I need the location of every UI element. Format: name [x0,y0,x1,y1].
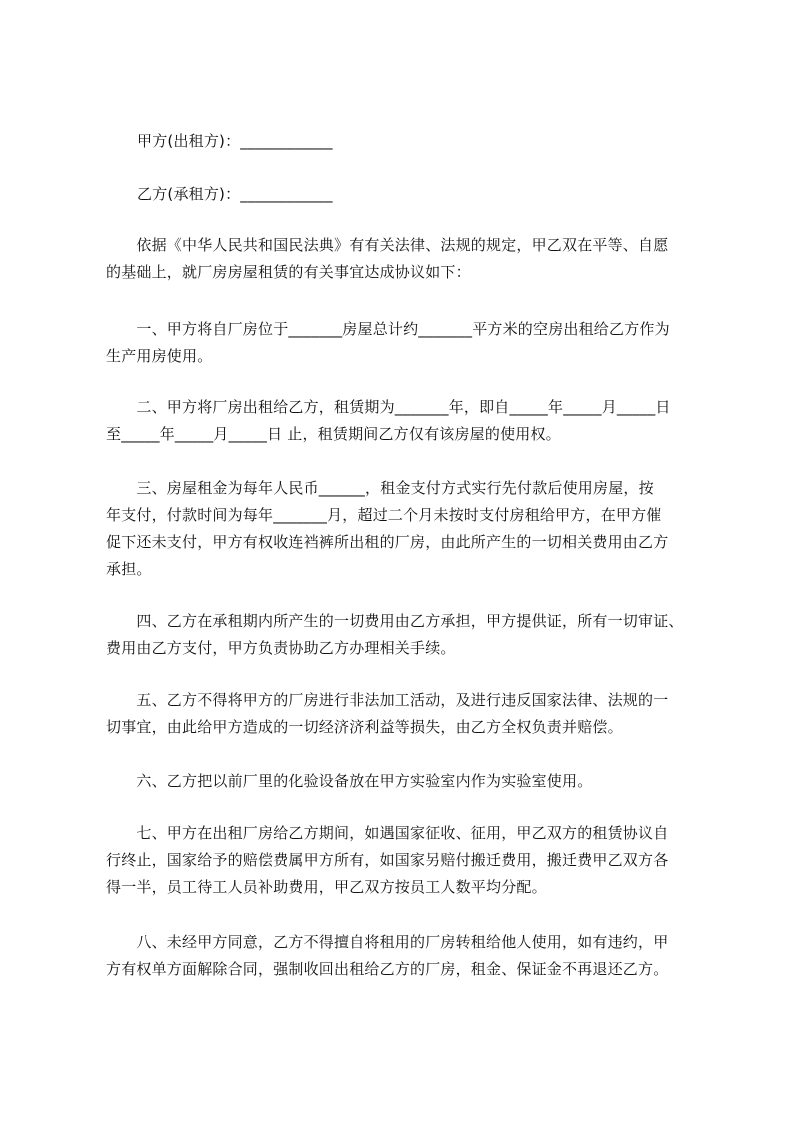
clause-5-line-2: 切事宜，由此给甲方造成的一切经济济利益等损失，由乙方全权负责并赔偿。 [106,718,623,736]
clause-3-line-2: 年支付，付款时间为每年_______月，超过二个月未按时支付房租给甲方，在甲方催 [106,506,662,524]
clause-3-line-4: 承担。 [106,560,152,578]
clause-8-line-1: 八、未经甲方同意，乙方不得擅自将租用的厂房转租给他人使用，如有违约，甲 [106,933,669,951]
party-b-line: 乙方(承租方)：____________ [137,185,333,203]
clause-4-line-1: 四、乙方在承租期内所产生的一切费用由乙方承担，甲方提供证，所有一切审证、 [106,612,684,630]
preamble-line-1: 依据《中华人民共和国民法典》有有关法律、法规的规定，甲乙双在平等、自愿 [106,236,669,254]
clause-7-line-3: 得一半，员工待工人员补助费用，甲乙双方按员工人数平均分配。 [106,878,547,896]
clause-1-line-1: 一、甲方将自厂房位于_______房屋总计约_______平方米的空房出租给乙方作为 [106,320,670,338]
clause-6-line-1: 六、乙方把以前厂里的化验设备放在甲方实验室内作为实验室使用。 [106,772,593,790]
clause-7-line-2: 行终止，国家给予的赔偿费属甲方所有，如国家另赔付搬迁费用，搬迁费甲乙双方各 [106,851,669,869]
clause-1-line-2: 生产用房使用。 [106,347,213,365]
clause-3-line-3: 促下还未支付，甲方有权收连裆裤所出租的厂房，由此所产生的一切相关费用由乙方 [106,533,669,551]
clause-8-line-2: 方有权单方面解除合同，强制收回出租给乙方的厂房，租金、保证金不再退还乙方。 [106,960,669,978]
clause-4-line-2: 费用由乙方支付，甲方负责协助乙方办理相关手续。 [106,639,456,657]
clause-2-line-1: 二、甲方将厂房出租给乙方，租赁期为_______年，即自_____年_____月_____日 [106,398,671,416]
clause-2-line-2: 至_____年_____月_____日 止，租赁期间乙方仅有该房屋的使用权。 [106,425,561,443]
clause-5-line-1: 五、乙方不得将甲方的厂房进行非法加工活动，及进行违反国家法律、法规的一 [106,691,669,709]
clause-3-line-1: 三、房屋租金为每年人民币______，租金支付方式实行先付款后使用房屋，按 [106,479,654,497]
clause-7-line-1: 七、甲方在出租厂房给乙方期间，如遇国家征收、征用，甲乙双方的租赁协议自 [106,824,669,842]
preamble-line-2: 的基础上，就厂房房屋租赁的有关事宜达成协议如下： [106,263,471,281]
party-a-line: 甲方(出租方)：____________ [137,132,333,150]
